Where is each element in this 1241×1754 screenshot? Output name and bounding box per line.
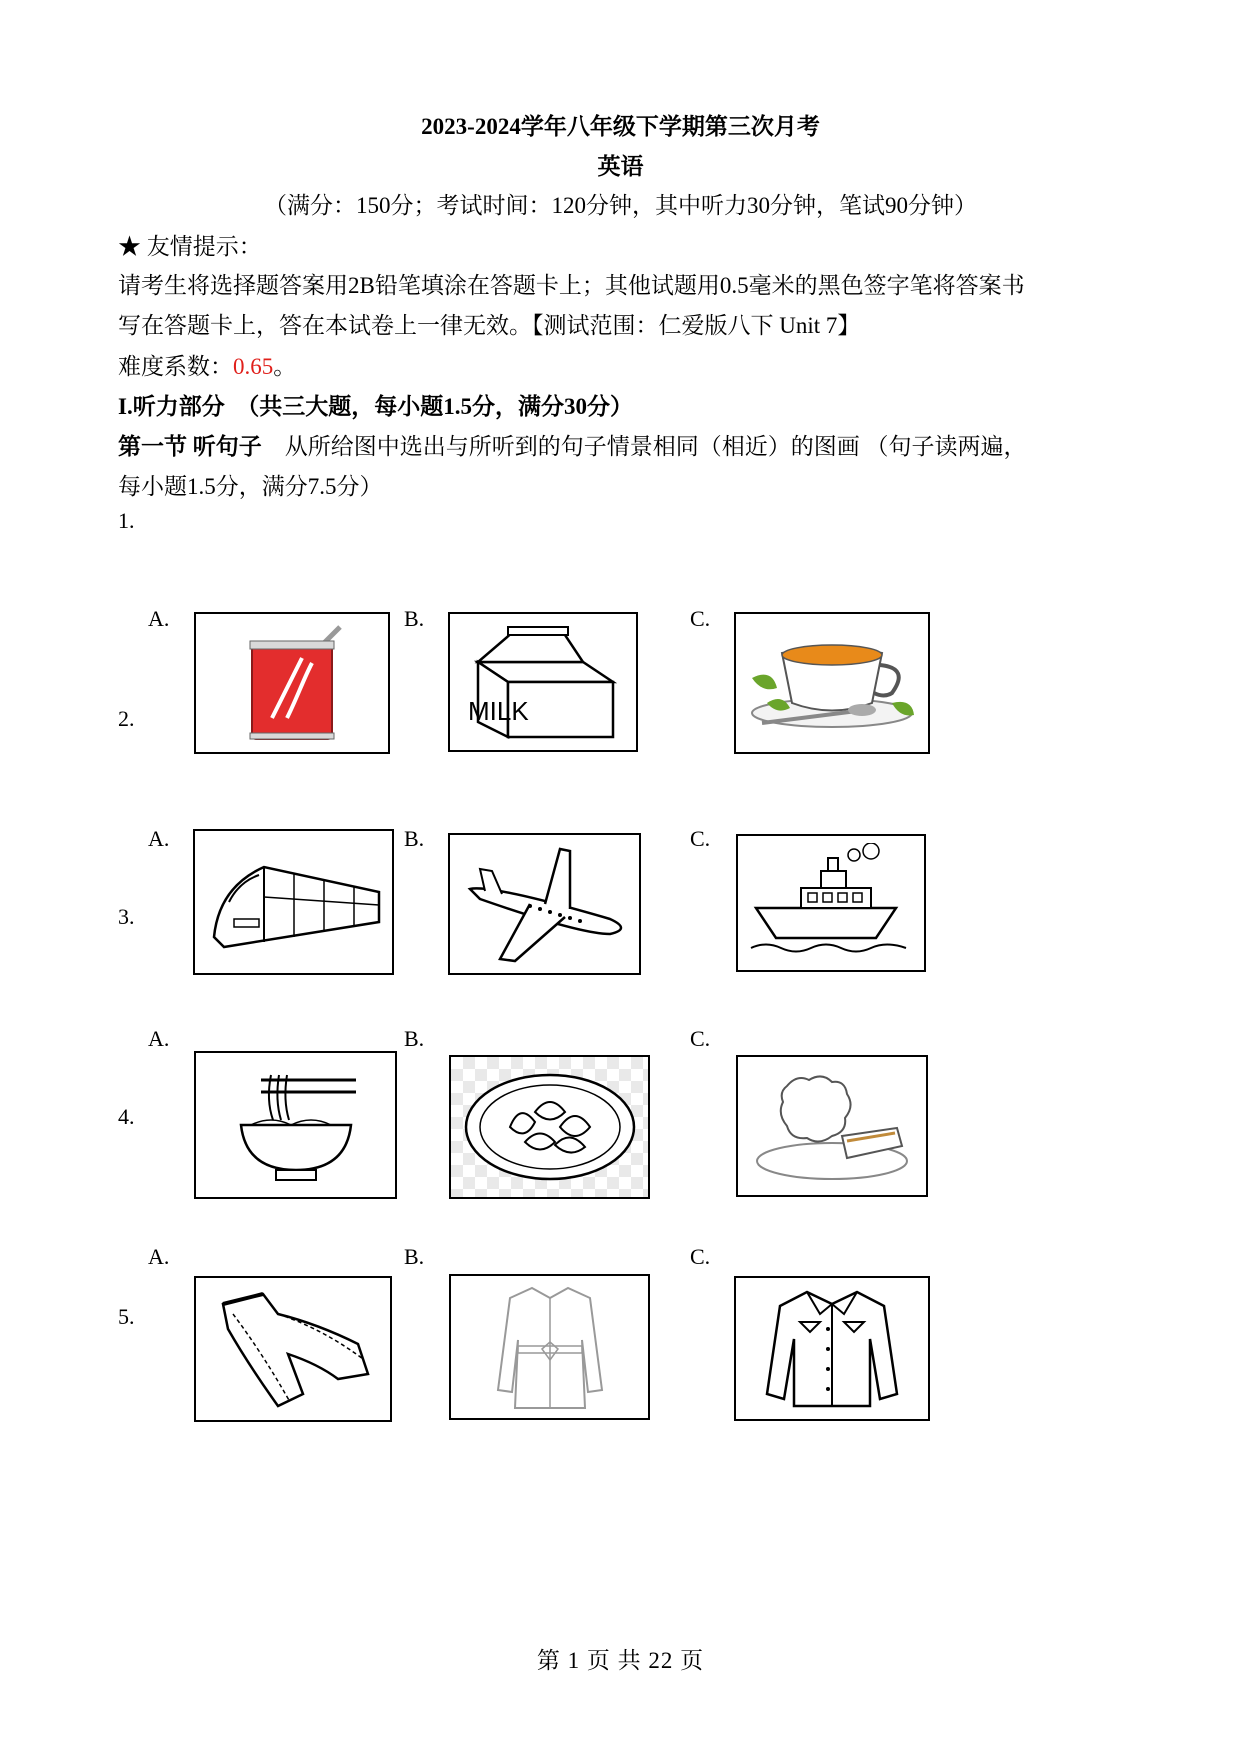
exam-title: 2023-2024学年八年级下学期第三次月考 (421, 114, 820, 139)
question-number: 4. (118, 1104, 135, 1129)
question-number: 2. (118, 706, 135, 731)
option-label: C. (690, 1026, 711, 1051)
option-picture (734, 612, 930, 754)
part1-title: I.听力部分 （共三大题，每小题1.5分，满分30分） (118, 394, 633, 419)
trousers-icon (208, 1284, 378, 1414)
coat-icon (490, 1280, 610, 1415)
option-picture (193, 829, 394, 975)
exam-info: （满分：150分；考试时间：120分钟，其中听力30分钟，笔试90分钟） (264, 193, 977, 218)
section1-text: 从所给图中选出与所听到的句子情景相同（相近）的图画 （句子读两遍， (261, 434, 1027, 459)
section1-line-2: 每小题1.5分，满分7.5分） (118, 474, 383, 499)
option-picture (449, 1274, 650, 1420)
option-label: B. (404, 826, 425, 851)
option-label: A. (148, 1026, 170, 1051)
option-picture (194, 1051, 397, 1199)
tips-line-2: 写在答题卡上，答在本试卷上一律无效。【测试范围：仁爱版八下 Unit 7】 (118, 313, 861, 338)
ship-icon (746, 843, 916, 963)
mooncake-icon (747, 1066, 917, 1186)
option-label: C. (690, 826, 711, 851)
option-picture (194, 1276, 392, 1422)
option-label: C. (690, 606, 711, 631)
option-label: A. (148, 606, 170, 631)
milk-carton-icon (458, 622, 628, 742)
tips-heading: ★ 友情提示： (118, 234, 262, 259)
noodles-icon (231, 1060, 361, 1190)
option-label: A. (148, 1244, 170, 1269)
option-picture (448, 612, 638, 752)
subject-title: 英语 (597, 154, 644, 179)
option-label: B. (404, 606, 425, 631)
option-picture (448, 833, 641, 975)
section1-heading: 第一节 听句子 (118, 434, 262, 459)
cola-can-icon (232, 623, 352, 743)
dumplings-icon (460, 1067, 640, 1187)
option-label: B. (404, 1244, 425, 1269)
difficulty-end: 。 (273, 354, 297, 379)
tips-line-1: 请考生将选择题答案用2B铅笔填涂在答题卡上；其他试题用0.5毫米的黑色签字笔将答案书 (118, 273, 1025, 298)
option-picture (736, 834, 926, 972)
train-icon (204, 847, 384, 957)
option-picture (736, 1055, 928, 1197)
option-picture (449, 1055, 650, 1199)
option-picture (194, 612, 390, 754)
tea-cup-icon (742, 623, 922, 743)
question-number: 5. (118, 1304, 135, 1329)
section1-line-1 (118, 428, 1027, 461)
milk-text: MILK (468, 696, 529, 726)
airplane-icon (460, 839, 630, 969)
question-number: 1. (118, 508, 135, 533)
option-picture (734, 1276, 930, 1421)
difficulty (118, 348, 296, 381)
option-label: A. (148, 826, 170, 851)
difficulty-label: 难度系数： (118, 354, 233, 379)
difficulty-value: 0.65 (233, 354, 274, 379)
page-footer: 第 1 页 共 22 页 (536, 1648, 705, 1673)
shirt-icon (762, 1284, 902, 1414)
option-label: B. (404, 1026, 425, 1051)
option-label: C. (690, 1244, 711, 1269)
question-number: 3. (118, 904, 135, 929)
